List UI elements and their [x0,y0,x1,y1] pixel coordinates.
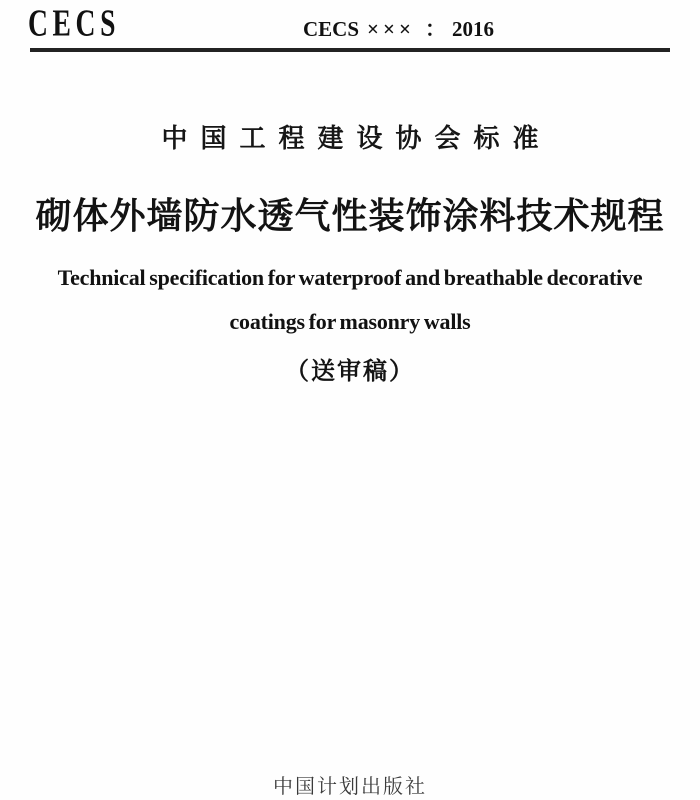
standard-code-year: 2016 [451,17,494,41]
standard-code-prefix: CECS [303,17,360,41]
cecs-logo: CECS [28,2,121,45]
standard-title-english-line1: Technical specification for waterproof and breathable decorative [57,265,643,290]
header-rule-divider [30,48,670,52]
standard-code [303,13,494,43]
standard-title-english-line2: coatings for masonry walls [229,309,471,334]
standard-code-number: ××× [367,17,415,41]
draft-status-label: （送审稿） [285,358,415,385]
publisher-name: 中国计划出版社 [273,776,427,798]
association-standard-line: 中国工程建设协会标准 [161,123,552,153]
standard-title-chinese: 砌体外墙防水透气性装饰涂料技术规程 [35,195,665,236]
standard-code-separator: ： [424,17,446,41]
